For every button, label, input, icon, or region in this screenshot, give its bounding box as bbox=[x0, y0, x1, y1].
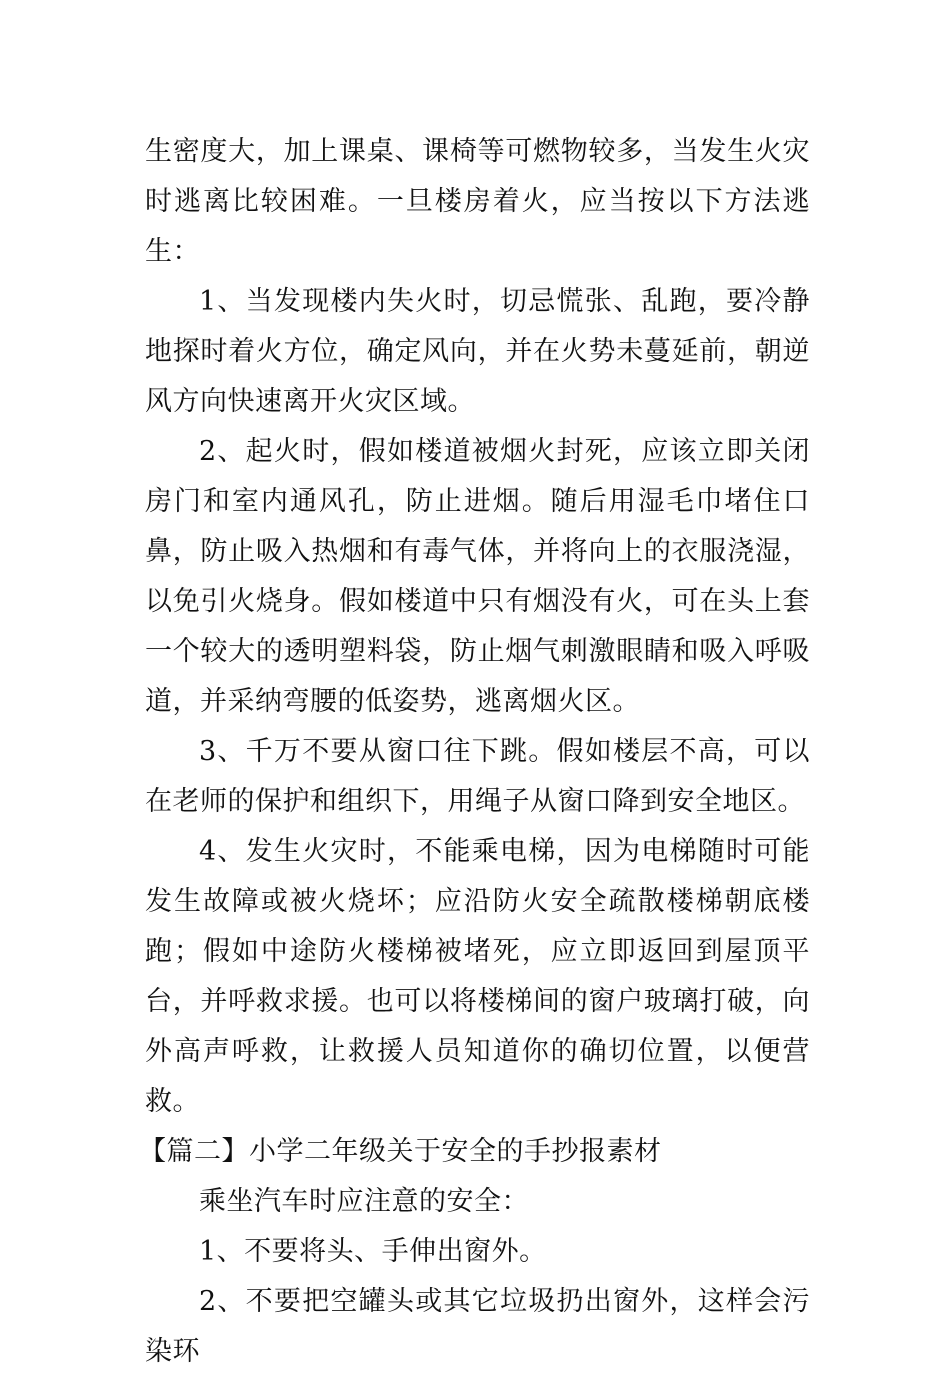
paragraph-continuation: 生密度大，加上课桌、课椅等可燃物较多，当发生火灾时逃离比较困难。一旦楼房着火，应当按以下方法逃生： bbox=[145, 136, 810, 267]
paragraph-item-3: 3、千万不要从窗口往下跳。假如楼层不高，可以在老师的保护和组织下，用绳子从窗口降到安全地区。 bbox=[145, 736, 810, 817]
section-intro: 乘坐汽车时应注意的安全： bbox=[199, 1186, 529, 1217]
section-item-2: 2、不要把空罐头或其它垃圾扔出窗外，这样会污染环 bbox=[145, 1286, 810, 1367]
document-body bbox=[139, 127, 810, 1377]
paragraph-item-1: 1、当发现楼内失火时，切忌慌张、乱跑，要冷静地探时着火方位，确定风向，并在火势未蔓延前，朝逆风方向快速离开火灾区域。 bbox=[145, 286, 810, 417]
paragraph-item-2: 2、起火时，假如楼道被烟火封死，应该立即关闭房门和室内通风孔，防止进烟。随后用湿毛巾堵住口鼻，防止吸入热烟和有毒气体，并将向上的衣服浇湿，以免引火烧身。假如楼道中只有烟没有火，可在头上套一个较大的透明塑料袋，防止烟气刺激眼睛和吸入呼吸道，并采纳弯腰的低姿势，逃离烟火区。 bbox=[145, 436, 810, 717]
paragraph-item-4: 4、发生火灾时，不能乘电梯，因为电梯随时可能发生故障或被火烧坏；应沿防火安全疏散楼梯朝底楼跑；假如中途防火楼梯被堵死，应立即返回到屋顶平台，并呼救求援。也可以将楼梯间的窗户玻璃打破，向外高声呼救，让救援人员知道你的确切位置，以便营救。 bbox=[145, 836, 810, 1117]
section-heading: 【篇二】小学二年级关于安全的手抄报素材 bbox=[139, 1136, 662, 1167]
section-item-1: 1、不要将头、手伸出窗外。 bbox=[199, 1236, 547, 1267]
